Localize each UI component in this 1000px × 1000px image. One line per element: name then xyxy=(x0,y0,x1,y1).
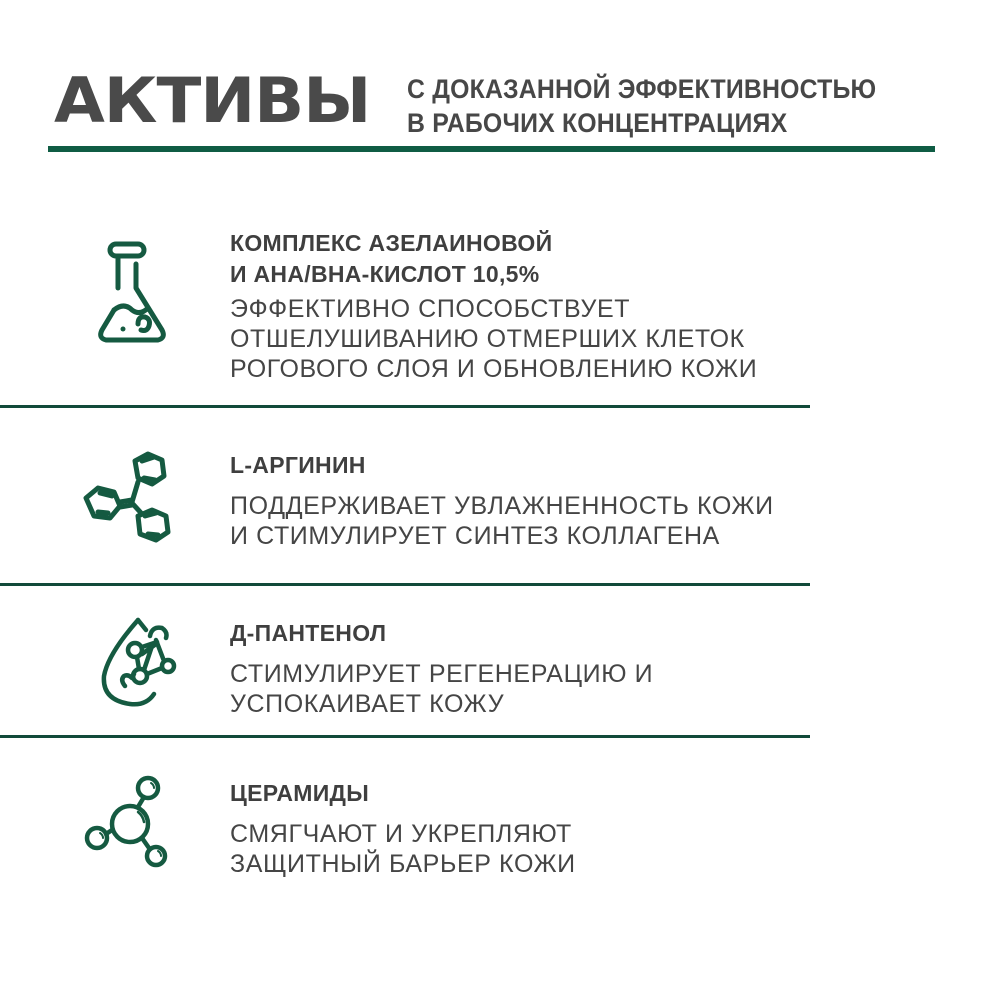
item-description xyxy=(230,491,774,551)
item-title xyxy=(230,450,774,481)
item-desc-line: ЭФФЕКТИВНО СПОСОБСТВУЕТ xyxy=(230,295,631,323)
triphenyl-molecule-icon xyxy=(80,446,180,546)
item-desc-line: ЗАЩИТНЫЙ БАРЬЕР КОЖИ xyxy=(230,850,576,878)
item-desc-line: ОТШЕЛУШИВАНИЮ ОТМЕРШИХ КЛЕТОК xyxy=(230,325,745,353)
item-desc-line: СМЯГЧАЮТ И УКРЕПЛЯЮТ xyxy=(230,820,572,848)
header-divider xyxy=(48,146,935,152)
item-title-line: ЦЕРАМИДЫ xyxy=(230,780,370,806)
section-divider xyxy=(0,583,810,586)
item-title-line: L-АРГИНИН xyxy=(230,452,366,478)
header xyxy=(0,0,1000,160)
item-title-line: КОМПЛЕКС АЗЕЛАИНОВОЙ xyxy=(230,230,553,256)
page-subtitle xyxy=(407,72,876,140)
item-text xyxy=(230,618,653,719)
item-description xyxy=(230,294,757,384)
subtitle-line: В РАБОЧИХ КОНЦЕНТРАЦИЯХ xyxy=(407,108,788,138)
item-title-line: Д-ПАНТЕНОЛ xyxy=(230,620,387,646)
item-title xyxy=(230,778,576,809)
section-divider xyxy=(0,405,810,408)
item-description xyxy=(230,659,653,719)
item-text xyxy=(230,778,576,879)
item-title-line: И АНА/ВНА-КИСЛОТ 10,5% xyxy=(230,261,540,287)
molecule-icon xyxy=(82,772,177,872)
item-desc-line: И СТИМУЛИРУЕТ СИНТЕЗ КОЛЛАГЕНА xyxy=(230,522,720,550)
drop-molecule-icon xyxy=(92,614,182,709)
item-text xyxy=(230,450,774,551)
item-desc-line: СТИМУЛИРУЕТ РЕГЕНЕРАЦИЮ И xyxy=(230,660,654,688)
item-text xyxy=(230,228,757,384)
section-divider xyxy=(0,735,810,738)
flask-icon xyxy=(88,230,178,350)
subtitle-line: С ДОКАЗАННОЙ ЭФФЕКТИВНОСТЬЮ xyxy=(407,74,877,104)
item-desc-line: РОГОВОГО СЛОЯ И ОБНОВЛЕНИЮ КОЖИ xyxy=(230,355,758,383)
item-title xyxy=(230,228,757,290)
item-desc-line: ПОДДЕРЖИВАЕТ УВЛАЖНЕННОСТЬ КОЖИ xyxy=(230,492,774,520)
page-title: АКТИВЫ xyxy=(54,64,371,137)
item-title xyxy=(230,618,653,649)
item-desc-line: УСПОКАИВАЕТ КОЖУ xyxy=(230,690,505,718)
item-description xyxy=(230,819,576,879)
